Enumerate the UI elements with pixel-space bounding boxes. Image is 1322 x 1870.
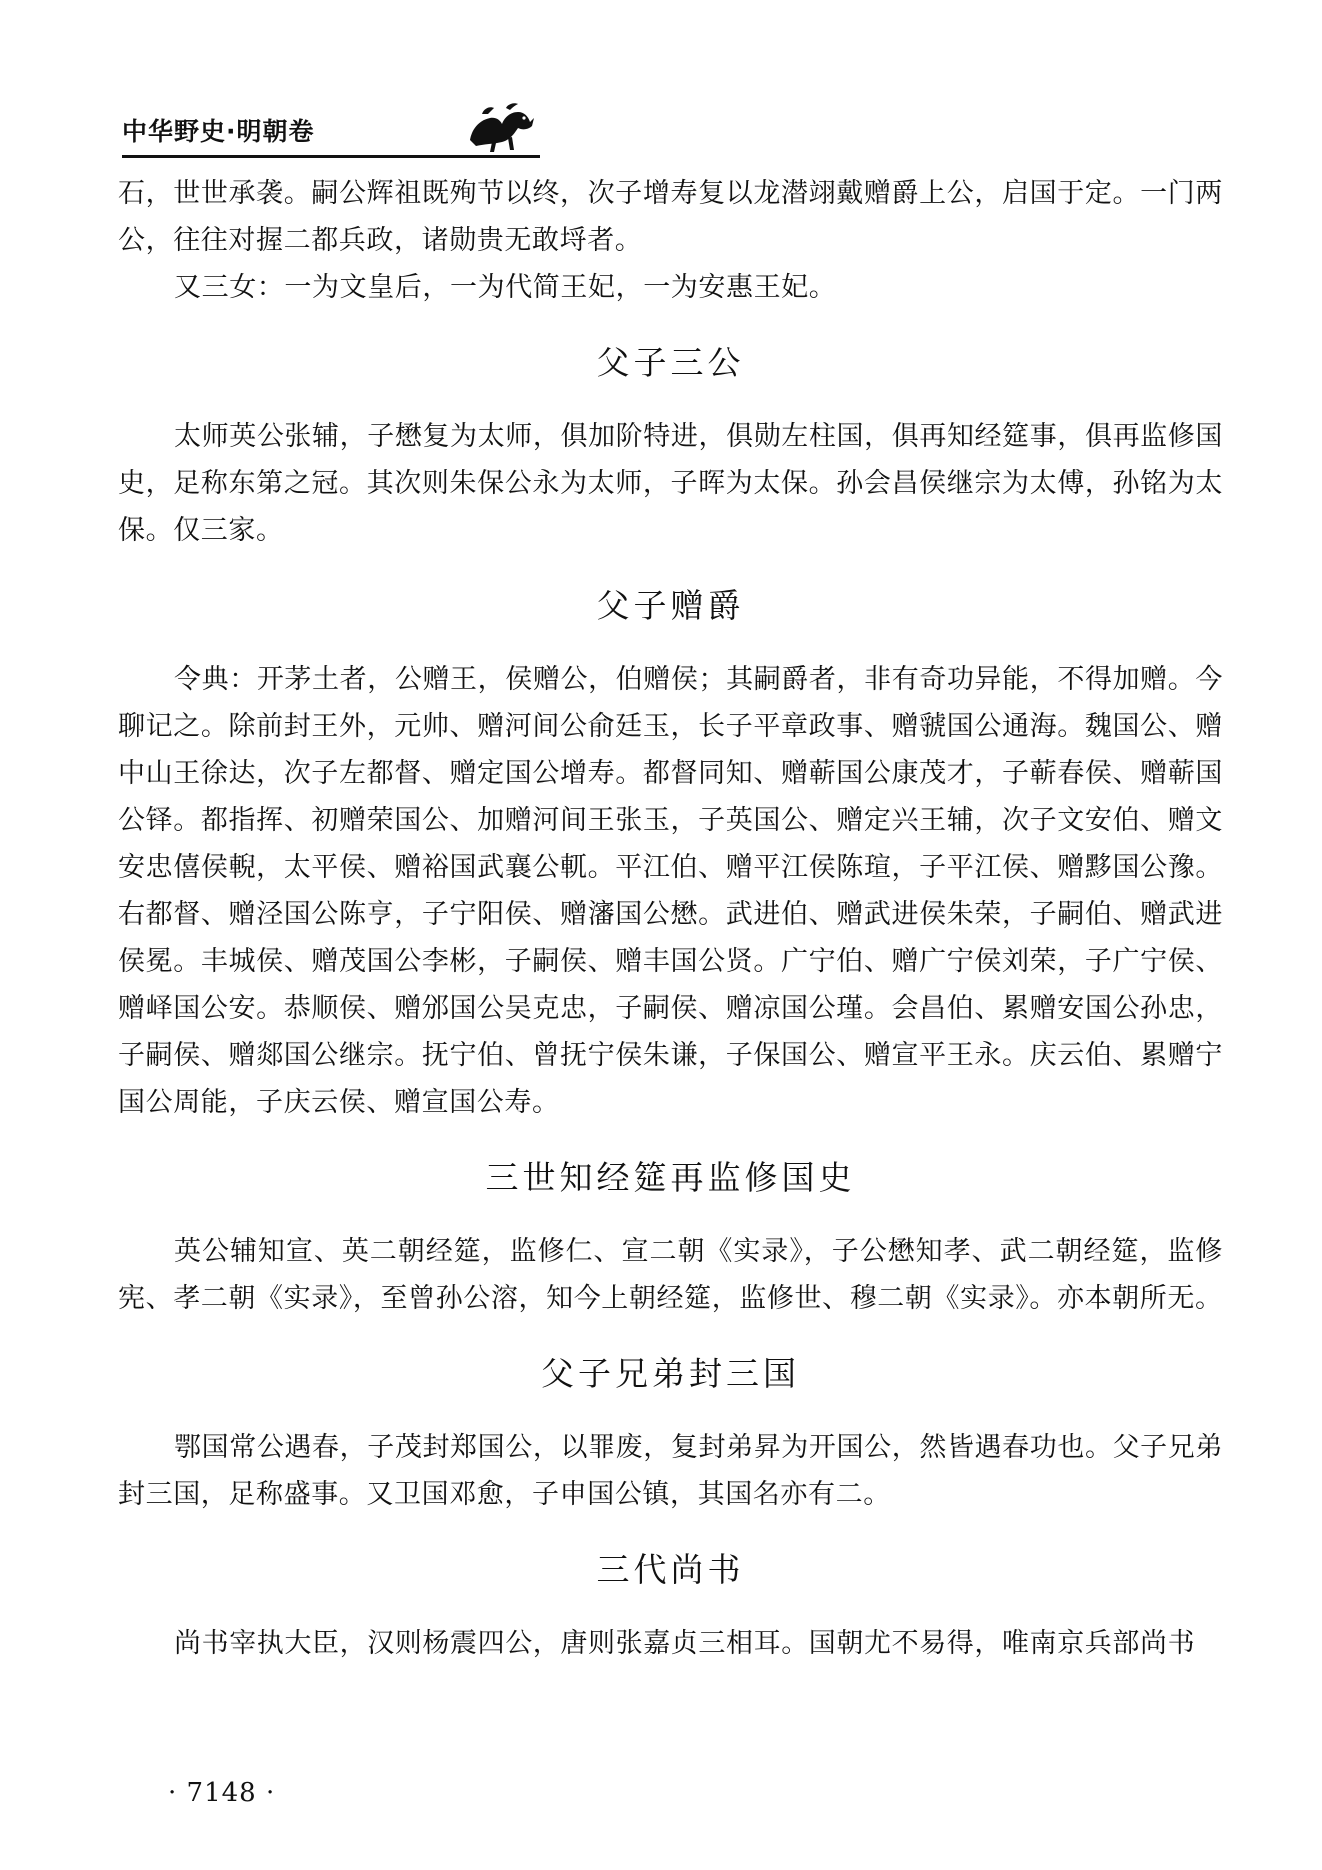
- paragraph: 英公辅知宣、英二朝经筵，监修仁、宣二朝《实录》，子公懋知孝、武二朝经筵，监修宪、孝二朝《实录》，至曾孙公溶，知今上朝经筵，监修世、穆二朝《实录》。亦本朝所无。: [118, 1236, 1223, 1314]
- page-content: [118, 170, 1223, 1667]
- paragraph: 又三女：一为文皇后，一为代简王妃，一为安惠王妃。: [174, 272, 837, 303]
- paragraph: 令典：开茅土者，公赠王，侯赠公，伯赠侯；其嗣爵者，非有奇功异能，不得加赠。今聊记之。除前封王外，元帅、赠河间公俞廷玉，长子平章政事、赠虢国公通海。魏国公、赠中山王徐达，次子左都督、赠定国公增寿。都督同知、赠蕲国公康茂才，子蕲春侯、赠蕲国公铎。都指挥、初赠荣国公、加赠河间王张玉，子英国公、赠定兴王辅，次子文安伯、赠文安忠僖侯輗，太平侯、赠裕国武襄公軏。平江伯、赠平江侯陈瑄，子平江侯、赠黟国公豫。右都督、赠泾国公陈亨，子宁阳侯、赠瀋国公懋。武进伯、赠武进侯朱荣，子嗣伯、赠武进侯冕。丰城侯、赠茂国公李彬，子嗣侯、赠丰国公贤。广宁伯、赠广宁侯刘荣，子广宁侯、赠峄国公安。恭顺侯、赠邠国公吴克忠，子嗣侯、赠凉国公瑾。会昌伯、累赠安国公孙忠，子嗣侯、赠郯国公继宗。抚宁伯、曾抚宁侯朱谦，子保国公、赠宣平王永。庆云伯、累赠宁国公周能，子庆云侯、赠宣国公寿。: [118, 664, 1223, 1118]
- book-title: 中华野史·明朝卷: [122, 117, 315, 146]
- header-rule: [122, 155, 540, 158]
- section-title: 父子赠爵: [596, 586, 745, 625]
- running-header: [122, 100, 1222, 160]
- section-title: 父子兄弟封三国: [541, 1354, 800, 1393]
- section-title: 三世知经筵再监修国史: [485, 1158, 856, 1197]
- section-title: 父子三公: [596, 343, 745, 382]
- paragraph: 尚书宰执大臣，汉则杨震四公，唐则张嘉贞三相耳。国朝尤不易得，唯南京兵部尚书: [174, 1628, 1196, 1659]
- section-title: 三代尚书: [596, 1550, 745, 1589]
- page-number: · 7148 ·: [168, 1778, 276, 1808]
- paragraph: 鄂国常公遇春，子茂封郑国公，以罪废，复封弟昇为开国公，然皆遇春功也。父子兄弟封三国，足称盛事。又卫国邓愈，子申国公镇，其国名亦有二。: [118, 1432, 1223, 1510]
- paragraph: 太师英公张辅，子懋复为太师，俱加阶特进，俱勋左柱国，俱再知经筵事，俱再监修国史，足称东第之冠。其次则朱保公永为太师，子晖为太保。孙会昌侯继宗为太傅，孙铭为太保。仅三家。: [118, 421, 1223, 546]
- paragraph: 石，世世承袭。嗣公辉祖既殉节以终，次子增寿复以龙潜翊戴赠爵上公，启国于定。一门两公，往往对握二都兵政，诸勋贵无敢埒者。: [118, 178, 1223, 256]
- dragon-logo-icon: [462, 100, 542, 156]
